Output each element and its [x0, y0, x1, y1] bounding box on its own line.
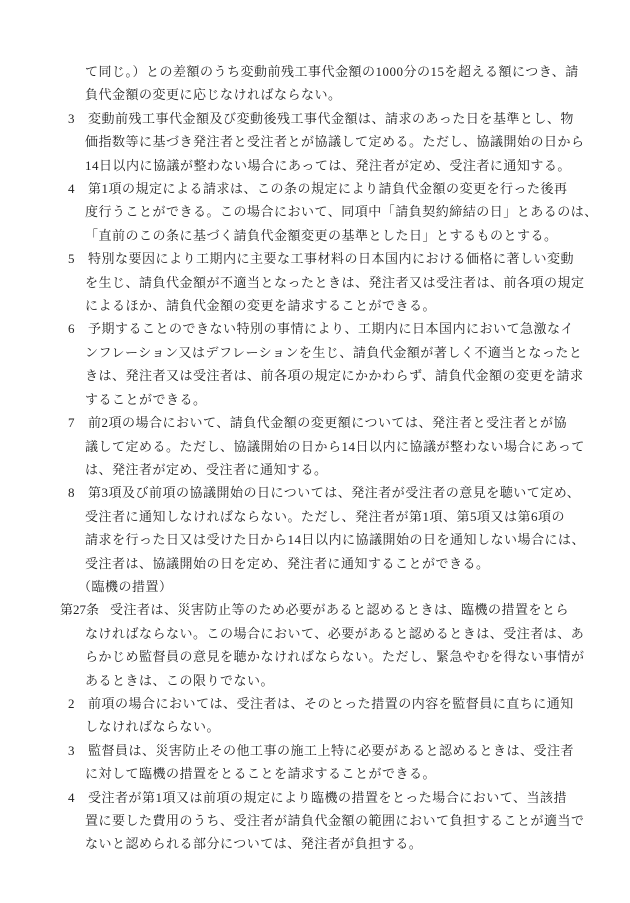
- line-text: 予期することのできない特別の事情により、工期内に日本国内において急激なイ: [88, 321, 575, 337]
- line-text: 請求を行った日又は受けた日から14日以内に協議開始の日を通知しない場合には、: [85, 532, 586, 548]
- article-number: 第27条: [60, 602, 100, 618]
- text-line: [60, 294, 572, 317]
- clause-item: [60, 692, 572, 739]
- text-line: [60, 809, 585, 832]
- line-text: 負代金額の変更に応じなければならない。: [85, 87, 342, 103]
- line-text: しなければならない。: [85, 719, 221, 735]
- text-line: [60, 177, 572, 200]
- clause-item: [60, 107, 585, 177]
- line-text: 前2項の場合において、請負代金額の変更額については、発注者と受注者とが協: [88, 415, 567, 431]
- article-paragraph: [60, 598, 585, 692]
- line-text: 受注者が第1項又は前項の規定により臨機の措置をとった場合において、当該措: [88, 789, 567, 805]
- text-line: [60, 832, 572, 855]
- line-text: 議して定める。ただし、協議開始の日から14日以内に協議が整わない場合にあって: [85, 438, 585, 454]
- line-text: 第1項の規定による請求は、この条の規定により請負代金額の変更を行った後再: [88, 181, 568, 197]
- line-text: 「直前のこの条に基づく請負代金額変更の基準とした日」とするものとする。: [85, 227, 558, 243]
- line-text: 前項の場合においては、受注者は、そのとった措置の内容を監督員に直ちに通知: [88, 695, 574, 711]
- line-text: 監督員は、災害防止その他工事の施工上特に必要があると認めるときは、受注者: [88, 742, 575, 758]
- clause-item: [60, 786, 585, 856]
- line-text: て同じ。）との差額のうち変動前残工事代金額の1000分の15を超える額につき、請: [85, 64, 579, 79]
- line-text: ないと認められる部分については、発注者が負担する。: [85, 836, 423, 852]
- text-line: [60, 388, 572, 411]
- line-text: あるときは、この限りでない。: [85, 672, 275, 688]
- text-line: [60, 458, 572, 481]
- text-line: [60, 598, 572, 621]
- clause-item: [60, 317, 584, 411]
- line-text: 受注者は、災害防止等のため必要があると認めるときは、臨機の措置をとら: [110, 602, 570, 618]
- text-line: [60, 739, 575, 762]
- clause-item: [60, 481, 586, 575]
- line-text: なければならない。この場合において、必要があると認めるときは、受注者は、あ: [85, 625, 585, 641]
- line-text: 第3項及び前項の協議開始の日については、発注者が受注者の意見を聴いて定め、: [88, 485, 581, 501]
- text-line: [60, 83, 572, 106]
- clause-number: 3: [68, 742, 75, 758]
- line-text: 受注者は、協議開始の日を定め、発注者に通知することができる。: [85, 555, 490, 571]
- text-line: [60, 528, 586, 551]
- line-text: によるほか、請負代金額の変更を請求することができる。: [85, 298, 437, 314]
- text-line: [60, 411, 572, 434]
- text-line: [60, 505, 572, 528]
- text-line: [60, 552, 572, 575]
- section-heading-text: （臨機の措置）: [78, 578, 173, 594]
- clause-number: 7: [68, 415, 75, 431]
- line-text: 特別な要因により工期内に主要な工事材料の日本国内における価格に著しい変動: [88, 251, 575, 267]
- text-line: [60, 60, 579, 83]
- line-text: きは、発注者又は受注者は、前各項の規定にかかわらず、請負代金額の変更を請求: [85, 368, 584, 384]
- line-text: 受注者に通知しなければならない。ただし、発注者が第1項、第5項又は第6項の: [85, 508, 566, 524]
- line-text: 変動前残工事代金額及び変動後残工事代金額は、請求のあった日を基準とし、物: [88, 110, 574, 126]
- line-text: に対して臨機の措置をとることを請求することができる。: [85, 766, 437, 782]
- text-line: [60, 317, 575, 340]
- clause-item: [60, 247, 585, 317]
- line-text: らかじめ監督員の意見を聴かなければならない。ただし、緊急やむを得ない事情が: [85, 649, 585, 665]
- text-line: [60, 364, 584, 387]
- text-line: [60, 247, 575, 270]
- clause-number: 4: [68, 181, 75, 197]
- clause-number: 8: [68, 485, 75, 501]
- clause-item: [60, 739, 575, 786]
- clause-number: 4: [68, 789, 75, 805]
- line-text: は、発注者が定め、受注者に通知する。: [85, 461, 328, 477]
- text-line: [60, 224, 572, 247]
- text-line: [60, 341, 583, 364]
- text-line: [60, 645, 585, 668]
- text-line: [60, 786, 572, 809]
- clause-item: [60, 411, 585, 481]
- line-text: 置に要した費用のうち、受注者が請負代金額の範囲において負担することが適当で: [85, 813, 585, 828]
- section-heading: [60, 575, 572, 598]
- text-line: [60, 481, 581, 504]
- text-line: [60, 154, 572, 177]
- line-text: 14日以内に協議が整わない場合にあっては、発注者が定め、受注者に通知する。: [85, 157, 571, 173]
- text-line: [60, 762, 572, 785]
- line-text: ンフレーション又はデフレーションを生じ、請負代金額が著しく不適当となったと: [85, 344, 583, 360]
- page-content: [60, 60, 598, 856]
- line-text: 価指数等に基づき発注者と受注者とが協議して定める。ただし、協議開始の日から: [85, 134, 585, 150]
- text-line: [60, 715, 572, 738]
- text-line: [60, 271, 585, 294]
- continuation-paragraph: [60, 60, 579, 107]
- text-line: [60, 107, 572, 130]
- clause-item: [60, 177, 598, 247]
- line-text: 度行うことができる。この場合において、同項中「請負契約締結の日」とあるのは、: [85, 204, 598, 220]
- text-line: [60, 692, 572, 715]
- clause-number: 3: [68, 110, 75, 126]
- line-text: することができる。: [85, 391, 207, 407]
- text-line: [60, 130, 585, 153]
- clause-number: 6: [68, 321, 75, 337]
- text-line: [60, 435, 585, 458]
- text-line: [60, 200, 598, 223]
- text-line: [60, 669, 572, 692]
- clause-number: 2: [68, 695, 75, 711]
- text-line: [60, 622, 585, 645]
- clause-number: 5: [68, 251, 75, 267]
- line-text: を生じ、請負代金額が不適当となったときは、発注者又は受注者は、前各項の規定: [85, 274, 585, 290]
